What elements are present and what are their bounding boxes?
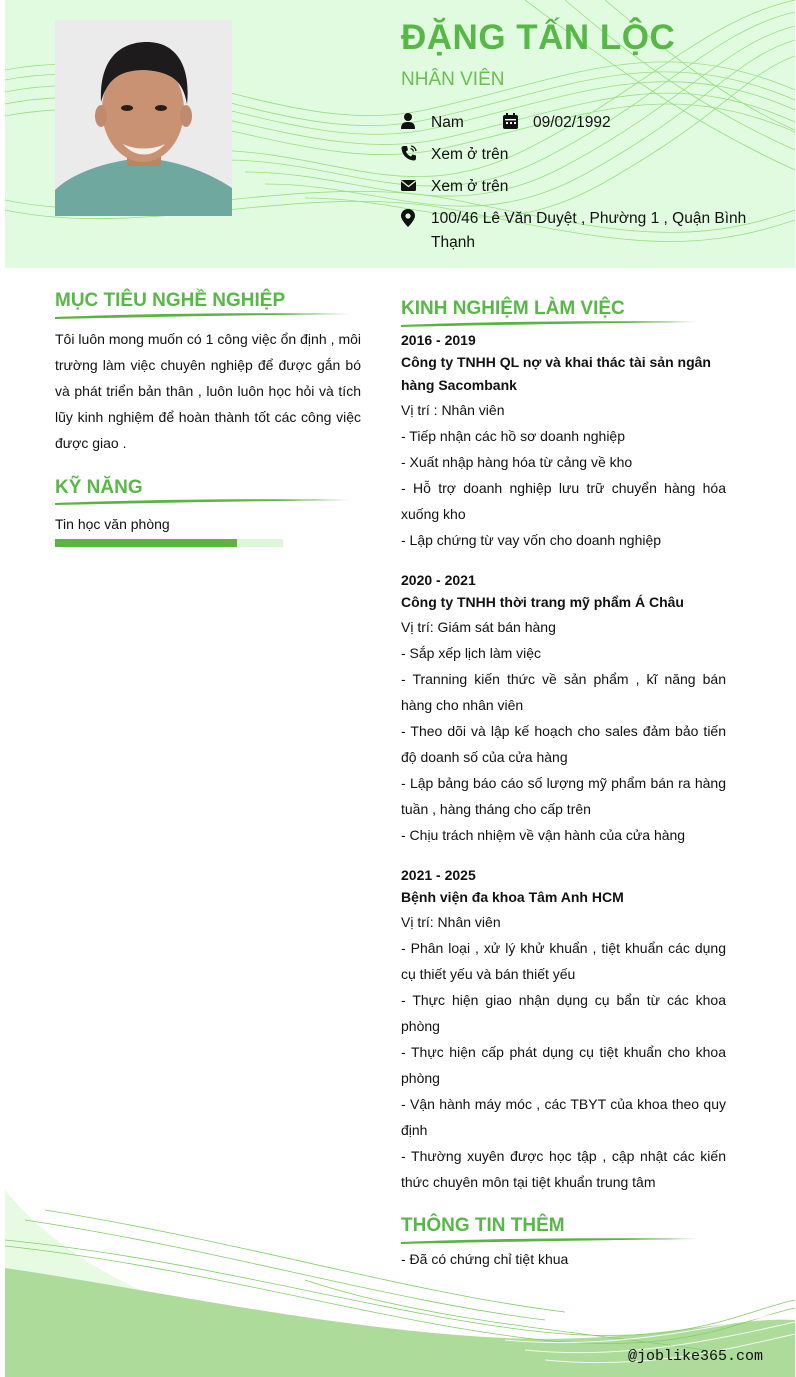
additional-info-heading: THÔNG TIN THÊM — [401, 1215, 565, 1236]
objective-underline — [55, 311, 355, 321]
job-company: Công ty TNHH thời trang mỹ phẩm Á Châu — [401, 594, 684, 610]
job-line: - Tiếp nhận các hồ sơ doanh nghiệp — [401, 428, 626, 444]
job-period: 2020 - 2021 — [401, 572, 476, 588]
job-line: Vị trí : Nhân viên — [401, 402, 505, 418]
skills-heading: KỸ NĂNG — [55, 477, 143, 498]
job-line: Vị trí: Giám sát bán hàng — [401, 619, 556, 635]
job-company: Công ty TNHH QL nợ và khai thác tài sản ngân hàng Sacombank — [401, 354, 711, 393]
candidate-title: NHÂN VIÊN — [401, 69, 505, 90]
job-line: - Sắp xếp lịch làm việc — [401, 645, 542, 661]
gender-row — [401, 111, 611, 135]
job-line: - Theo dõi và lập kế hoạch cho sales đảm bảo tiến độ doanh số của cửa hàng — [401, 723, 726, 765]
gender-value: Nam — [431, 114, 464, 131]
skill-name: Tin học văn phòng — [55, 516, 170, 532]
objective-text: Tôi luôn mong muốn có 1 công việc ổn định , môi trường làm việc chuyên nghiệp để được gắn bó và phát triển bản thân , luôn luôn học hỏi và tích lũy kinh nghiệm để hoàn thành tốt các công việc được giao . — [55, 331, 361, 451]
experience-underline — [401, 319, 701, 329]
job-entry — [401, 864, 726, 1195]
user-icon — [401, 113, 416, 129]
job-line: - Lập bảng báo cáo số lượng mỹ phẩm bán ra hàng tuần , hàng tháng cho cấp trên — [401, 775, 726, 817]
birthday-value: 09/02/1992 — [533, 114, 611, 131]
skill-level-bar — [55, 539, 283, 547]
job-line: - Phân loại , xử lý khử khuẩn , tiệt khuẩn các dụng cụ thiết yếu và bán thiết yếu — [401, 940, 726, 982]
job-line: - Vận hành máy móc , các TBYT của khoa theo quy định — [401, 1096, 726, 1138]
email-value: Xem ở trên — [431, 178, 509, 195]
job-line: - Thực hiện cấp phát dụng cụ tiệt khuẩn cho khoa phòng — [401, 1044, 726, 1086]
skills-underline — [55, 497, 355, 507]
job-line: - Lập chứng từ vay vốn cho doanh nghiệp — [401, 532, 662, 548]
avatar — [55, 20, 232, 216]
objective-heading: MỤC TIÊU NGHỀ NGHIỆP — [55, 290, 286, 311]
phone-value: Xem ở trên — [431, 146, 509, 163]
job-line: Vị trí: Nhân viên — [401, 914, 501, 930]
job-line: - Thực hiện giao nhận dụng cụ bẩn từ các khoa phòng — [401, 992, 726, 1034]
profile-photo — [55, 20, 232, 216]
email-row — [401, 175, 508, 199]
experience-heading: KINH NGHIỆM LÀM VIỆC — [401, 298, 625, 319]
job-line: - Tranning kiến thức về sản phẩm , kĩ năng bán hàng cho nhân viên — [401, 671, 726, 713]
job-entry — [401, 329, 726, 553]
job-period: 2016 - 2019 — [401, 332, 476, 348]
additional-info-line: - Đã có chứng chỉ tiệt khua — [401, 1251, 569, 1267]
job-line: - Thường xuyên được học tập , cập nhật các kiến thức chuyên môn tại tiệt khuẩn trung tâm — [401, 1148, 726, 1190]
address-row — [401, 207, 761, 255]
job-company: Bệnh viện đa khoa Tâm Anh HCM — [401, 889, 624, 905]
calendar-icon — [503, 113, 518, 129]
cv-header — [5, 0, 795, 268]
phone-row — [401, 143, 508, 167]
website-footer: @joblike365.com — [627, 1348, 763, 1365]
job-line: - Hỗ trợ doanh nghiệp lưu trữ chuyển hàng hóa xuống kho — [401, 480, 726, 522]
skill-level-fill — [55, 539, 237, 547]
phone-icon — [401, 145, 416, 161]
job-line: - Chịu trách nhiệm về vận hành của cửa hàng — [401, 827, 686, 843]
cv-page — [5, 0, 795, 1377]
candidate-name: ĐẶNG TẤN LỘC — [401, 18, 676, 57]
location-icon — [401, 209, 416, 225]
additional-info-underline — [401, 1236, 701, 1246]
address-value: 100/46 Lê Văn Duyệt , Phường 1 , Quận Bình Thạnh — [431, 210, 747, 251]
email-icon — [401, 177, 416, 193]
job-period: 2021 - 2025 — [401, 867, 476, 883]
additional-info — [401, 1246, 726, 1272]
job-entry — [401, 569, 726, 848]
job-line: - Xuất nhập hàng hóa từ cảng về kho — [401, 454, 633, 470]
